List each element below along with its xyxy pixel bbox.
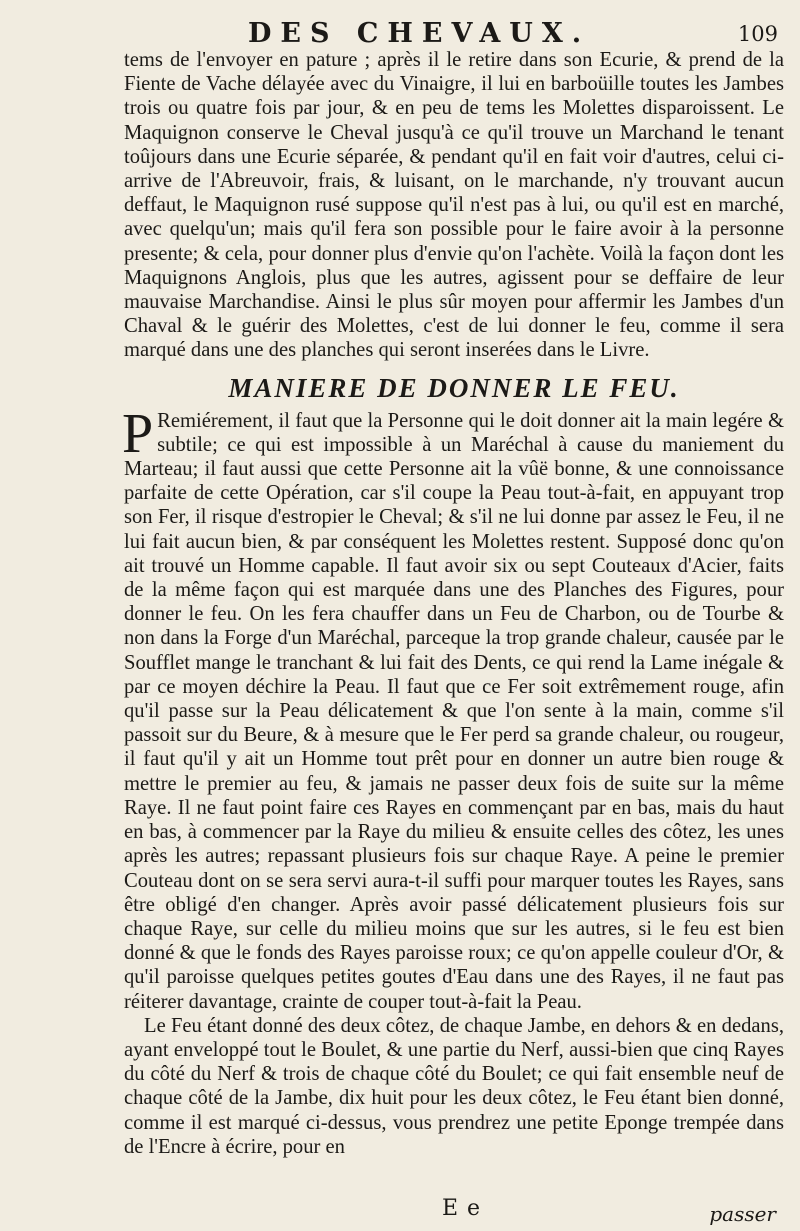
page-header — [0, 16, 800, 48]
catchword: passer — [709, 1202, 776, 1226]
running-title: DES CHEVAUX. — [248, 18, 591, 49]
page-footer — [0, 1196, 800, 1226]
page-number: 109 — [737, 22, 778, 46]
signature-mark: E e — [442, 1196, 482, 1221]
paragraph-text: Remiérement, il faut que la Personne qui le doit donner ait la main legére & subtile; ce qui est impossible à un Maréchal à cause du maniement du Marteau; il faut aussi que cette Personne ait la vûë bonne, & une connoissance parfaite de cette Opération, car s'il coupe la Peau tout-à-fait, en appuyant trop son Fer, il risque d'estropier le Cheval; & s'il ne lui donne par assez le Feu, il ne lui fait aucun bien, & par conséquent les Molettes restent. Supposé donc qu'on ait trouvé un Homme capable. Il faut avoir six ou sept Couteaux d'Acier, faits de la même façon qui est marquée dans une des Planches des Figures, pour donner le feu. On les fera chauffer dans un Feu de Charbon, ou de Tourbe & non dans la Forge d'un Maréchal, parceque la trop grande chaleur, causée par le Soufflet mange le tranchant & lui fait des Dents, ce qui rend la Lame inégale & par ce moyen déchire la Peau. Il faut que ce Fer soit extrêmement rouge, afin qu'il passe sur la Peau délicatement & que l'on sente à la main, comme s'il passoit sur du Beure, & à mesure que le Fer perd sa grande chaleur, ou rougeur, il faut qu'il y ait un Homme tout prêt pour en donner un autre bien rouge & mettre le premier au feu, & jamais ne passer deux fois de suite sur la même Raye. Il ne faut point faire ces Rayes en commençant par en bas, mais du haut en bas, à commencer par la Raye du milieu & ensuite celles des côtez, les unes après les autres; repassant plusieurs fois sur chaque Raye. A peine le premier Couteau dont on se sera servi aura-t-il suffi pour marquer toutes les Rayes, sans être obligé d'en changer. Après avoir passé délicatement plusieurs fois sur chaque Raye, sur celle du milieu moins que sur les autres, si le feu est bien donné & que le fonds des Rayes paroisse roux; ce qu'on appelle couleur d'Or, & qu'il paroisse quelques petites goutes d'Eau dans une des Rayes, il ne faut pas réiterer davantage, crainte de couper tout-à-fait la Peau. — [124, 409, 784, 1013]
paragraph: tems de l'envoyer en pature ; après il le retire dans son Ecurie, & prend de la Fiente de Vache délayée avec du Vinaigre, il lui en barboüille toutes les Jambes trois ou quatre fois par jour, & en peu de tems les Molettes disparoissent. Le Maquignon conserve le Cheval jusqu'à ce qu'il trouve un Marchand le tenant toûjours dans une Ecurie séparée, & pendant qu'il en fait voir d'autres, celui ci-arrive de l'Abreuvoir, frais, & luisant, on le marchande, n'y trouvant aucun deffaut, le Maquignon rusé suppose qu'il n'est pas à lui, ou qu'il est en marché, avec quelqu'un; mais qu'il fera son possible pour le faire avoir à la personne presente; & cela, pour donner plus d'envie qu'on l'achète. Voilà la façon dont les Maquignons Anglois, plus que les autres, agissent pour se deffaire de leur mauvaise Marchandise. Ainsi le plus sûr moyen pour affermir les Jambes d'un Chaval & le guérir des Molettes, c'est de lui donner le feu, comme il sera marqué dans une des planches qui seront inserées dans le Livre. — [124, 49, 784, 362]
paragraph: Le Feu étant donné des deux côtez, de chaque Jambe, en dehors & en dedans, ayant enveloppé tout le Boulet, & une partie du Nerf, aussi-bien que cinq Rayes du côté du Nerf & trois de chaque côté du Boulet; ce qui fait ensemble neuf de chaque côté de la Jambe, dix huit pour les deux côtez, le Feu étant bien donné, comme il est marqué ci-dessus, vous prendrez une petite Eponge trempée dans de l'Encre à écrire, pour en — [124, 1014, 784, 1158]
section-title: MANIERE DE DONNER LE FEU. — [228, 372, 680, 403]
page-body — [124, 48, 784, 1159]
drop-cap: P — [122, 402, 154, 465]
paragraph — [122, 402, 784, 1014]
